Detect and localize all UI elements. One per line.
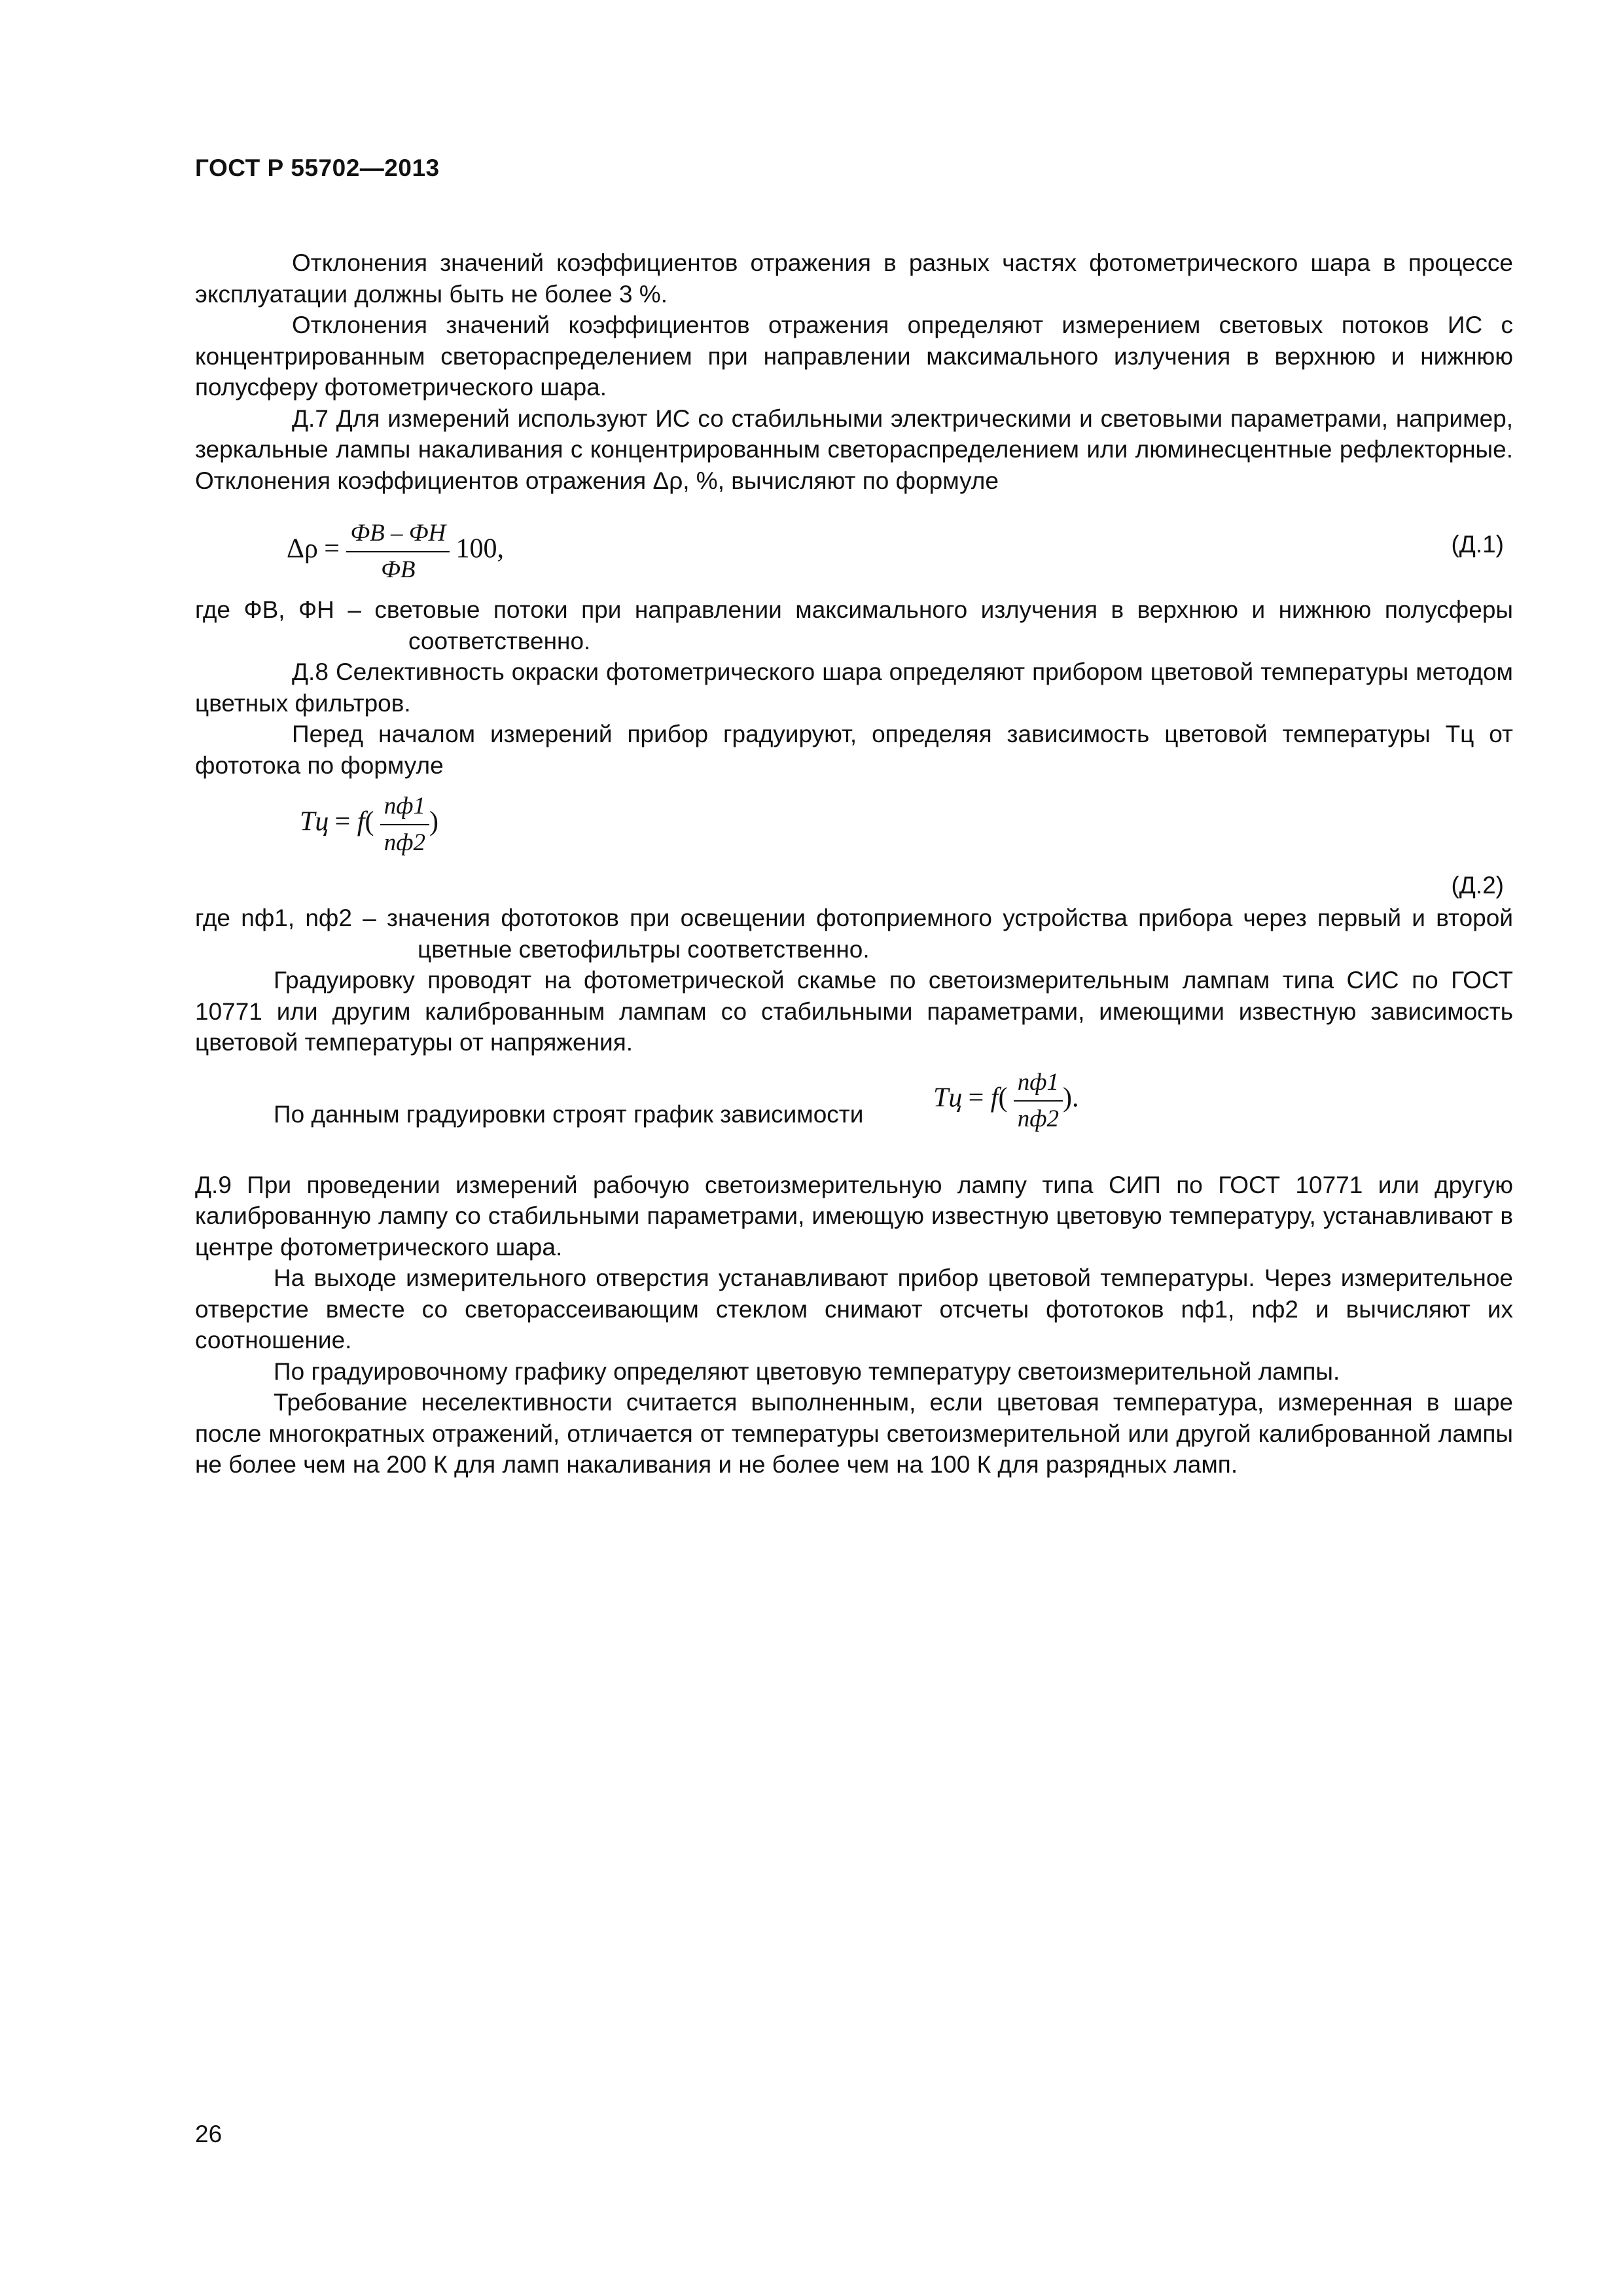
page-number: 26 — [195, 2121, 223, 2147]
formula-d2: Тц = f( $\frac{nф1}{nф2}$ ) (Д.2) — [195, 781, 1513, 903]
formula-d2-fraction — [380, 789, 429, 861]
paragraph: Д.9 При проведении измерений рабочую светоизмерительную лампу типа СИП по ГОСТ 10771 или другую калиброванную лампу со стабильными параметрами, имеющую известную цветовую температуру, устанавливают в центре фотометрического шара. — [195, 1171, 1513, 1261]
where-clause-d1: где ФВ, ФН – световые потоки при направлении максимального излучения в верхнюю и нижнюю полусферы соответственно. — [195, 596, 1513, 655]
paragraph: Требование неселективности считается выполненным, если цветовая температура, измеренная в шаре после многократных отражений, отличается от температуры светоизмерительной или другой калиброванной лампы не более чем на 200 К для ламп накаливания и не более чем на 100 К для разрядных ламп. — [195, 1389, 1513, 1478]
inline-formula-fraction — [1014, 1065, 1063, 1137]
paragraph: По градуировочному графику определяют цветовую температуру светоизмерительной лампы. — [274, 1357, 1340, 1385]
formula-d2-func: f — [357, 806, 365, 837]
page-body — [195, 247, 1513, 1480]
paragraph: По данным градуировки строят график зависимости — [274, 1100, 864, 1128]
formula-d1-lhs: Δρ — [287, 533, 318, 564]
formula-d1-numerator: ФВ – ФН — [346, 516, 450, 552]
paragraph: Отклонения значений коэффициентов отражения в разных частях фотометрического шара в процессе эксплуатации должны быть не более 3 %. — [195, 249, 1513, 308]
inline-formula-lhs: Тц — [933, 1082, 963, 1113]
paragraph: Д.7 Для измерений используют ИС со стабильными электрическими и световыми параметрами, например, зеркальные лампы накаливания с концентрированным светораспределением или люминесцентные рефлекторные. Отклонения коэффициентов отражения Δρ, %, вычисляют по формуле — [195, 404, 1513, 494]
formula-d2-lhs: Тц — [300, 806, 329, 837]
formula-d2-denominator: nф2 — [383, 829, 425, 856]
formula-d1: Δρ = $\frac{ФВ - ФН}{ФВ}$ 100, (Д.1) — [195, 496, 1513, 594]
formula-d1-trail: , — [497, 533, 504, 564]
document-header: ГОСТ Р 55702—2013 — [195, 154, 440, 181]
where-clause-d2: где nф1, nф2 – значения фототоков при освещении фотоприемного устройства прибора через первый и второй цветные светофильтры соответственно. — [195, 905, 1513, 963]
inline-formula-numerator: nф1 — [1014, 1065, 1063, 1102]
formula-d2-number: (Д.2) — [1451, 872, 1504, 899]
formula-d1-number: (Д.1) — [1451, 531, 1504, 558]
paragraph: Градуировку проводят на фотометрической скамье по светоизмерительным лампам типа СИС по ГОСТ 10771 или другим калиброванным лампам со стабильными параметрами, имеющими известную зависимость цветовой температуры от напряжения. — [195, 967, 1513, 1056]
formula-d1-factor: 100 — [455, 533, 497, 564]
paragraph: Отклонения значений коэффициентов отражения определяют измерением световых потоков ИС с концентрированным светораспределением при направлении максимального излучения в верхнюю и нижнюю полусферу фотометрического шара. — [195, 312, 1513, 401]
formula-d2-numerator: nф1 — [380, 789, 429, 825]
paragraph: Перед началом измерений прибор градуируют, определяя зависимость цветовой температуры Тц от фототока по формуле — [195, 721, 1513, 779]
formula-d1-denominator: ФВ — [381, 556, 416, 583]
inline-formula-line: По данным градуировки строят график зависимости Тц = f( $\frac{nф1}{nф2}$ ). — [195, 1058, 1513, 1170]
paragraph: Д.8 Селективность окраски фотометрического шара определяют прибором цветовой температуры методом цветных фильтров. — [195, 658, 1513, 717]
inline-formula-denominator: nф2 — [1017, 1105, 1059, 1132]
formula-d1-fraction — [346, 516, 450, 588]
inline-formula-func: f — [990, 1082, 999, 1113]
inline-formula-trail: . — [1072, 1082, 1079, 1113]
paragraph: На выходе измерительного отверстия устанавливают прибор цветовой температуры. Через измерительное отверстие вместе со светорассеивающим стеклом снимают отсчеты фототоков nф1, nф2 и вычисляют их соотношение. — [195, 1265, 1513, 1354]
